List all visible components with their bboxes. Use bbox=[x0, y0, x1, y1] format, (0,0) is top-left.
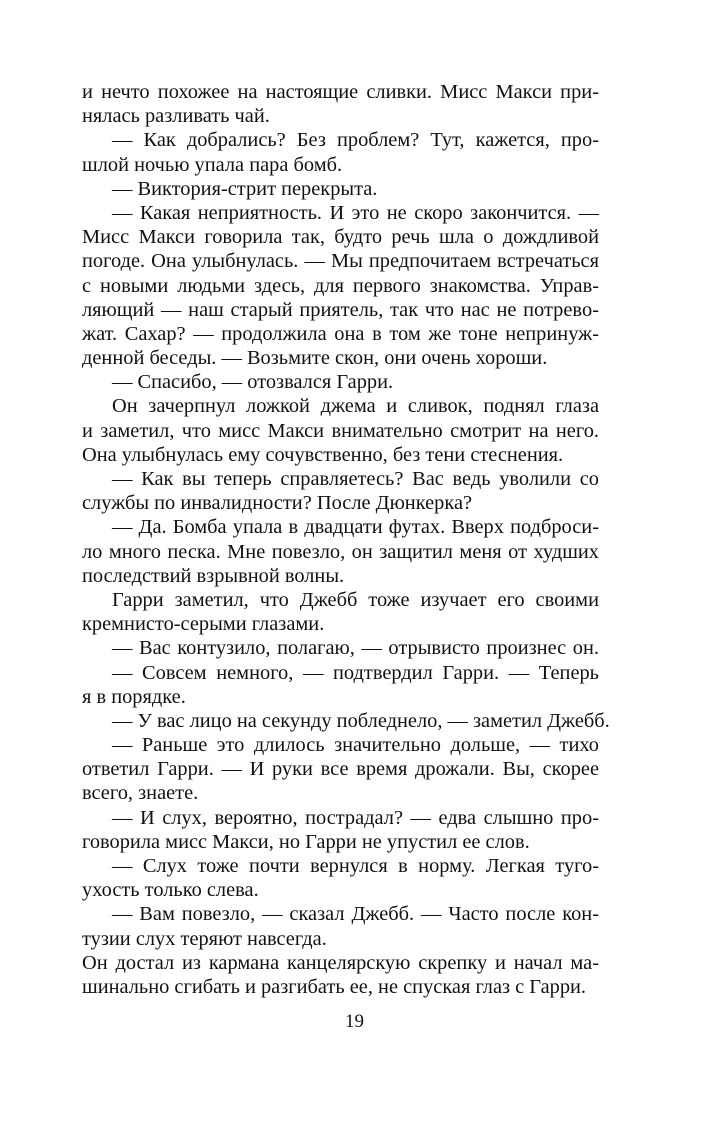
text-line: с новыми людьми здесь, для первого знакомства. Управ- bbox=[82, 274, 599, 297]
text-line: — Совсем немного, — подтвердил Гарри. — Теперь bbox=[112, 661, 599, 684]
text-line: Он достал из кармана канцелярскую скрепку и начал ма- bbox=[82, 951, 599, 974]
text-line: ляющий — наш старый приятель, так что нас не потревo- bbox=[82, 298, 599, 321]
text-line: последствий взрывной волны. bbox=[82, 564, 345, 587]
text-line: ухость только слева. bbox=[82, 879, 259, 902]
text-line: шинально сгибать и разгибать ее, не спуская глаз с Гарри. bbox=[82, 975, 587, 998]
page-number: 19 bbox=[345, 1011, 364, 1032]
text-line: — И слух, вероятно, пострадал? — едва слышно про- bbox=[112, 806, 599, 829]
text-line: — Как добрались? Без проблем? Тут, кажется, про- bbox=[112, 129, 599, 152]
text-line: — Вам повезло, — сказал Джебб. — Часто после кон- bbox=[112, 903, 599, 926]
text-line: говорила мисс Макси, но Гарри не упустил ее слов. bbox=[82, 830, 530, 853]
text-line: шлой ночью упала пара бомб. bbox=[82, 153, 343, 176]
text-line: — Раньше это длилось значительно дольше, — тихо bbox=[112, 734, 599, 757]
text-line: погоде. Она улыбнулась. — Мы предпочитаем встречаться bbox=[82, 250, 599, 273]
text-line: — Вас контузило, полагаю, — отрывисто произнес он. bbox=[112, 637, 599, 660]
text-line: — Спасибо, — отозвался Гарри. bbox=[112, 371, 394, 394]
body-text bbox=[82, 80, 610, 999]
text-line: и нечто похожее на настоящие сливки. Мисс Макси при- bbox=[82, 81, 599, 103]
text-line: и заметил, что мисс Макси внимательно смотрит на него. bbox=[82, 419, 599, 442]
text-line: кремнисто-серыми глазами. bbox=[82, 613, 325, 636]
text-line: Мисс Макси говорила так, будто речь шла о дождливой bbox=[82, 226, 599, 249]
text-line: тузии слух теряют навсегда. bbox=[82, 927, 327, 950]
text-line: — Слух тоже почти вернулся в норму. Легкая туго- bbox=[112, 855, 599, 877]
text-line: всего, знаете. bbox=[82, 782, 199, 805]
text-line: ответил Гарри. — И руки все время дрожали. Вы, скорее bbox=[82, 758, 599, 781]
text-line: Гарри заметил, что Джебб тоже изучает его своими bbox=[112, 588, 599, 611]
text-line: — Какая неприятность. И это не скоро закончится. — bbox=[112, 201, 599, 224]
text-line: — Виктория-стрит перекрыта. bbox=[112, 177, 378, 200]
text-line: я в порядке. bbox=[82, 685, 186, 708]
text-line: нялась разливать чай. bbox=[82, 105, 270, 128]
text-line: — Как вы теперь справляетесь? Вас ведь уволили со bbox=[112, 468, 599, 490]
text-line: Он зачерпнул ложкой джема и сливок, поднял глаза bbox=[112, 395, 599, 418]
text-line: — У вас лицо на секунду побледнело, — заметил Джебб. bbox=[112, 709, 610, 732]
text-line: — Да. Бомба упала в двадцати футах. Вверх подброси- bbox=[112, 516, 599, 539]
text-line: службы по инвалидности? После Дюнкерка? bbox=[82, 492, 473, 515]
text-line: ло много песка. Мне повезло, он защитил меня от худших bbox=[82, 540, 599, 563]
text-line: денной беседы. — Возьмите скон, они очень хороши. bbox=[82, 347, 548, 370]
text-line: жат. Сахар? — продолжила она в том же тоне непринуж- bbox=[82, 322, 599, 345]
text-line: Она улыбнулась ему сочувственно, без тени стеснения. bbox=[82, 443, 564, 466]
